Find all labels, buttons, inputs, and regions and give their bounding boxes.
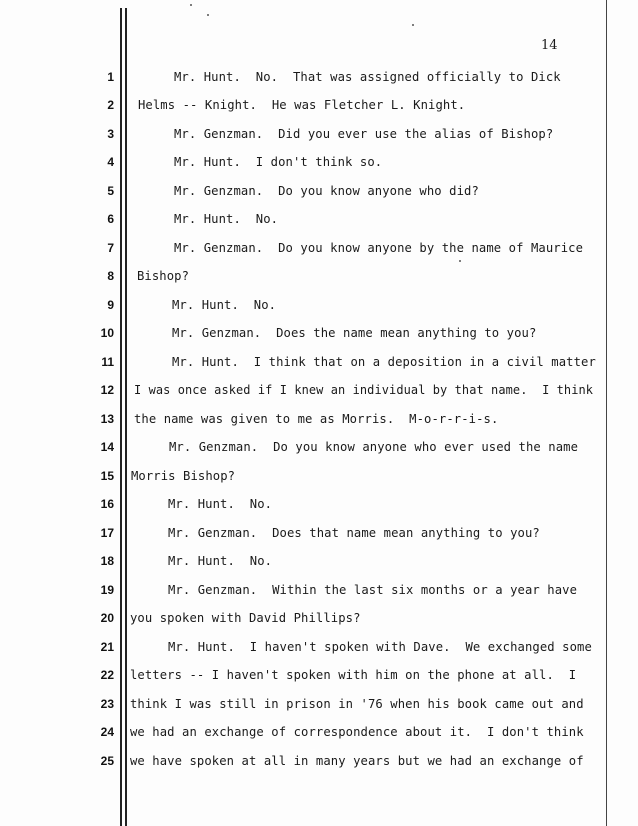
transcript-line: you spoken with David Phillips? xyxy=(130,611,361,625)
line-number: 14 xyxy=(100,440,114,454)
line-number: 11 xyxy=(101,355,114,369)
line-number: 20 xyxy=(100,611,114,625)
line-number: 3 xyxy=(107,127,114,141)
line-number: 6 xyxy=(107,212,114,226)
transcript-line: Mr. Genzman. Did you ever use the alias of Bishop? xyxy=(174,127,554,141)
transcript-line: Mr. Hunt. No. xyxy=(168,554,273,568)
transcript-line: Mr. Genzman. Do you know anyone who did? xyxy=(174,184,479,198)
line-number: 23 xyxy=(100,697,114,711)
right-margin-rule xyxy=(606,0,607,826)
transcript-line: the name was given to me as Morris. M-o-r-r-i-s. xyxy=(134,412,499,426)
left-margin-rule-inner xyxy=(125,8,127,826)
line-number: 10 xyxy=(100,326,114,340)
line-number: 12 xyxy=(100,383,114,397)
transcript-line: Helms -- Knight. He was Fletcher L. Knight. xyxy=(138,98,466,112)
line-number: 15 xyxy=(100,469,114,483)
scan-speck xyxy=(459,260,461,262)
transcript-line: I was once asked if I knew an individual by that name. I think xyxy=(134,383,594,397)
line-number: 17 xyxy=(100,526,114,540)
transcript-line: Mr. Genzman. Does that name mean anything to you? xyxy=(168,526,540,540)
line-number: 5 xyxy=(107,184,114,198)
scan-speck xyxy=(412,24,414,26)
transcript-line: Mr. Hunt. No. xyxy=(174,212,279,226)
line-number: 19 xyxy=(100,583,114,597)
transcript-line: Bishop? xyxy=(137,269,190,283)
transcript-line: Mr. Hunt. I don't think so. xyxy=(174,155,383,169)
line-number: 1 xyxy=(107,70,114,84)
transcript-line: Mr. Hunt. I think that on a deposition in a civil matter xyxy=(172,355,596,369)
line-number: 25 xyxy=(100,754,114,768)
transcript-line: letters -- I haven't spoken with him on the phone at all. I xyxy=(130,668,577,682)
scan-speck xyxy=(207,14,209,16)
line-number: 18 xyxy=(100,554,114,568)
transcript-line: Mr. Hunt. No. xyxy=(172,298,277,312)
line-number: 24 xyxy=(100,725,114,739)
line-number: 8 xyxy=(107,269,114,283)
transcript-line: Morris Bishop? xyxy=(131,469,236,483)
transcript-line: Mr. Genzman. Within the last six months or a year have xyxy=(168,583,578,597)
transcript-line: we had an exchange of correspondence about it. I don't think xyxy=(130,725,584,739)
line-number: 7 xyxy=(107,241,114,255)
line-number: 13 xyxy=(100,412,114,426)
transcript-line: Mr. Hunt. I haven't spoken with Dave. We exchanged some xyxy=(168,640,592,654)
line-number: 21 xyxy=(100,640,114,654)
scan-speck xyxy=(190,4,192,6)
left-margin-rule xyxy=(120,8,122,826)
transcript-line: we have spoken at all in many years but we had an exchange of xyxy=(130,754,584,768)
line-number: 16 xyxy=(100,497,114,511)
line-number: 9 xyxy=(107,298,114,312)
transcript-line: Mr. Hunt. No. xyxy=(168,497,273,511)
line-number: 2 xyxy=(107,98,114,112)
transcript-line: Mr. Hunt. No. That was assigned officially to Dick xyxy=(174,70,561,84)
transcript-line: Mr. Genzman. Does the name mean anything to you? xyxy=(172,326,537,340)
transcript-line: think I was still in prison in '76 when his book came out and xyxy=(130,697,584,711)
line-number: 4 xyxy=(107,155,114,169)
line-number: 22 xyxy=(100,668,114,682)
transcript-line: Mr. Genzman. Do you know anyone by the name of Maurice xyxy=(174,241,584,255)
transcript-line: Mr. Genzman. Do you know anyone who ever used the name xyxy=(169,440,579,454)
page-number: 14 xyxy=(541,38,558,53)
